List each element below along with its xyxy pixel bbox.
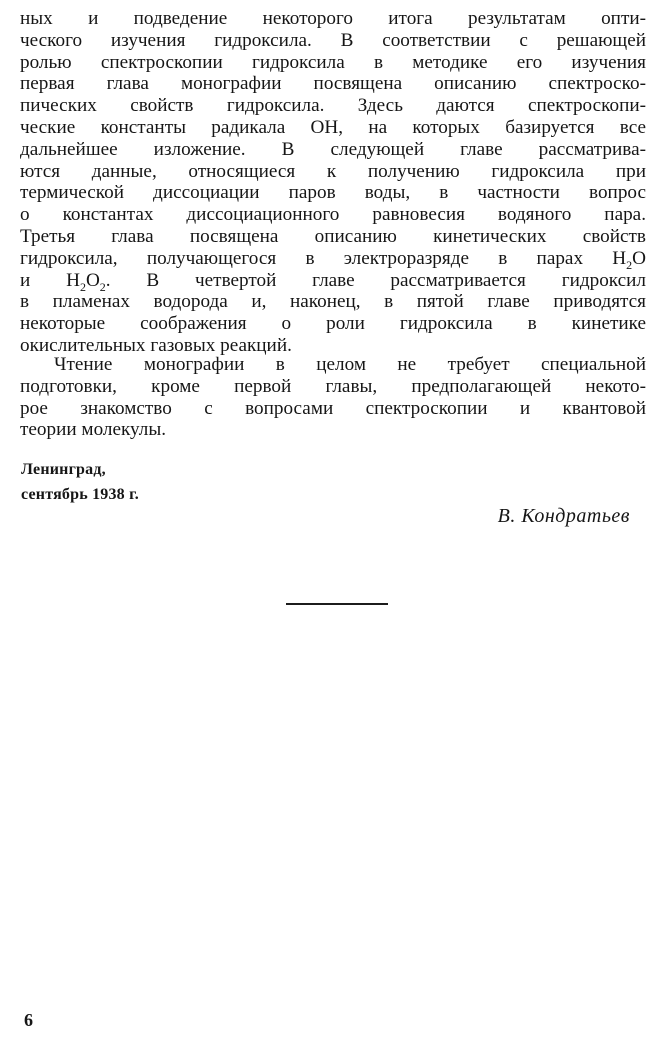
page-number: 6 bbox=[24, 1010, 33, 1030]
formula-subscript: 2 bbox=[79, 279, 86, 294]
text-line: ются данные, относящиеся к получению гидроксила при bbox=[20, 160, 646, 182]
text-line: ческие константы радикала ОН, на которых базируется все bbox=[20, 116, 646, 138]
text-line: Третья глава посвящена описанию кинетических свойств bbox=[20, 225, 646, 247]
paragraph-introduction bbox=[20, 8, 646, 357]
text-line: о константах диссоциационного равновесия водяного пара. bbox=[20, 204, 646, 226]
text-line: окислительных газовых реакций. bbox=[20, 334, 292, 356]
paragraph-reading-note bbox=[20, 354, 646, 441]
text-line: пических свойств гидроксила. Здесь даются спектроскопи- bbox=[20, 95, 646, 117]
text-segment: . В четвертой главе рассматривается гидроксил bbox=[105, 269, 646, 291]
text-line: первая глава монографии посвящена описанию спектроско- bbox=[20, 73, 646, 95]
text-line-with-formula bbox=[20, 270, 646, 292]
text-line: теории молекулы. bbox=[20, 419, 167, 441]
text-line: ческого изучения гидроксила. В соответствии с решающей bbox=[20, 29, 646, 51]
text-line: рое знакомство с вопросами спектроскопии и квантовой bbox=[20, 397, 646, 419]
text-line: Чтение монографии в целом не требует специальной bbox=[54, 354, 646, 375]
text-line: в пламенах водорода и, наконец, в пятой главе приводятся bbox=[20, 291, 646, 313]
formula-element: O bbox=[632, 247, 646, 269]
text-segment: гидроксила, получающегося в электроразряде в парах H bbox=[20, 247, 627, 269]
text-segment: и H bbox=[20, 269, 80, 291]
formula-subscript: 2 bbox=[99, 279, 106, 294]
signature-author: В. Кондратьев bbox=[497, 505, 630, 527]
text-line: ролью спектроскопии гидроксила в методике его изучения bbox=[20, 51, 646, 73]
text-line-with-formula bbox=[20, 248, 646, 270]
text-line: некоторые соображения о роли гидроксила в кинетике bbox=[20, 313, 646, 335]
text-line: ных и подведение некоторого итога результатам опти- bbox=[20, 8, 646, 29]
text-line: подготовки, кроме первой главы, предполагающей некото- bbox=[20, 375, 646, 397]
text-line: термической диссоциации паров воды, в частности вопрос bbox=[20, 182, 646, 204]
formula-element: O bbox=[85, 269, 100, 291]
signature-place: Ленинград, bbox=[21, 461, 106, 478]
formula-subscript: 2 bbox=[626, 257, 633, 272]
text-line: дальнейшее изложение. В следующей главе рассматрива- bbox=[20, 138, 646, 160]
signature-date: сентябрь 1938 г. bbox=[21, 486, 139, 503]
section-divider bbox=[286, 603, 388, 605]
